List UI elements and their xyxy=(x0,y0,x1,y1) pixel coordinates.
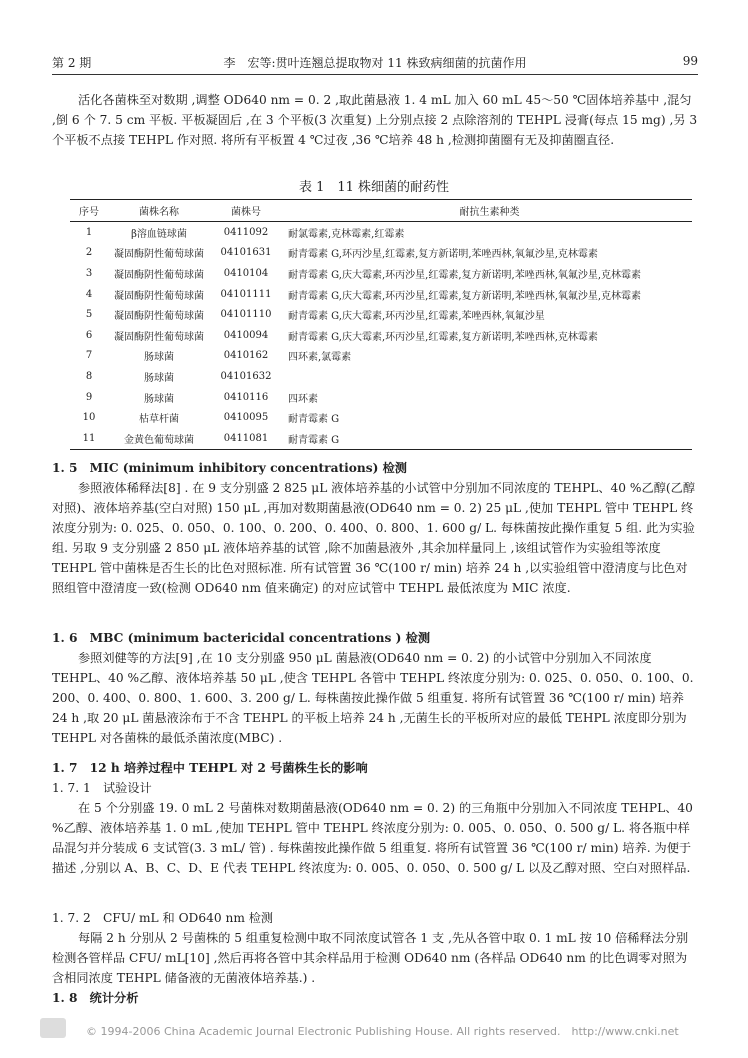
cell-strain-name: β溶血链球菌 xyxy=(131,228,187,240)
table-row xyxy=(70,428,692,449)
table-row xyxy=(70,284,692,305)
cell-index: 7 xyxy=(85,350,93,362)
section-1-5-heading: 1. 5 MIC (minimum inhibitory concentrations) 检测 xyxy=(52,461,407,475)
page-number: 99 xyxy=(682,54,698,68)
col-header-antibiotics: 耐抗生素种类 xyxy=(282,200,692,222)
cell-strain-name: 肠球菌 xyxy=(144,352,174,364)
section-1-8-heading: 1. 8 统计分析 xyxy=(52,991,139,1005)
cell-strain-name: 肠球菌 xyxy=(144,372,174,384)
cell-strain-id: 0410094 xyxy=(223,329,269,341)
cell-antibiotics: 四环素 xyxy=(288,393,318,405)
cell-index: 5 xyxy=(85,309,93,321)
cell-strain-id: 0410095 xyxy=(223,412,269,424)
paragraph-experiment-design: 在 5 个分别盛 19. 0 mL 2 号菌株对数期菌悬液(OD640 nm = 0. 2) 的三角瓶中分别加入不同浓度 TEHPL、40 %乙醇、液体培养基 1. 0 mL ,使加 TEHPL 管中 TEHPL 终浓度分别为: 0. 005、0. 050、0. 500 g/ L. 将各瓶中样品混匀并分装成 6 支试管(3. 3 mL/ 管) . 每株菌按此操作做 5 组重复. 将所有试管置 36 ℃(100 r/ min) 培养. 为便于描述 ,分别以 A、B、C、D、E 代表 TEHPL 终浓度为: 0. 005、0. 050、0. 500 g/ L 以及乙醇对照、空白对照样品. xyxy=(52,801,693,875)
cell-strain-name: 凝固酶阴性葡萄球菌 xyxy=(114,311,204,323)
cell-strain-id: 0410104 xyxy=(223,267,269,279)
cell-strain-id: 0411081 xyxy=(210,428,282,449)
running-title: 李 宏等:贯叶连翘总提取物对 11 株致病细菌的抗菌作用 xyxy=(223,56,527,70)
cell-index: 6 xyxy=(85,329,93,341)
cell-strain-id: 04101111 xyxy=(220,288,272,300)
cell-strain-name: 凝固酶阴性葡萄球菌 xyxy=(114,331,204,343)
resistance-table xyxy=(70,199,692,450)
table-row xyxy=(70,407,692,428)
cell-antibiotics: 耐青霉素 G,庆大霉素,环丙沙星,红霉素,复方新诺明,苯唑西林,氧氟沙星,克林霉素 xyxy=(288,290,642,302)
cell-antibiotics: 耐青霉素 G xyxy=(282,428,692,449)
cell-index: 3 xyxy=(85,267,93,279)
table-header-row xyxy=(70,200,692,222)
paragraph-mic: 参照液体稀释法[8] . 在 9 支分别盛 2 825 μL 液体培养基的小试管中分别加不同浓度的 TEHPL、40 %乙醇(乙醇对照)、液体培养基(空白对照) 150 μL ,再加对数期菌悬液(OD640 nm = 0. 2) 25 μL ,使加 TEHPL 管中 TEHPL 终浓度分别为: 0. 025、0. 050、0. 100、0. 200、0. 400、0. 800、1. 600 g/ L. 每株菌按此操作重复 5 组. 此为实验组. 另取 9 支分别盛 2 850 μL 液体培养基的试管 ,除不加菌悬液外 ,其余加样量同上 ,该组试管作为实验组等浓度 TEHPL 管中菌株是否生长的比色对照标准. 所有试管置 36 ℃(100 r/ min) 培养 24 h ,以实验组管中澄清度与比色对照组管中澄清度一致(检测 OD640 nm 值来确定) 的对应试管中 TEHPL 最低浓度为 MIC 浓度. xyxy=(52,481,696,595)
table-row xyxy=(70,243,692,264)
cell-antibiotics: 耐青霉素 G,庆大霉素,环丙沙星,红霉素,苯唑西林,氧氟沙星 xyxy=(288,311,545,323)
table-row xyxy=(70,263,692,284)
cell-strain-name: 凝固酶阴性葡萄球菌 xyxy=(114,290,204,302)
cell-index: 2 xyxy=(85,247,93,259)
copyright-footer xyxy=(40,1018,718,1042)
cell-antibiotics: 耐青霉素 G xyxy=(288,414,340,426)
cell-strain-name: 凝固酶阴性葡萄球菌 xyxy=(114,269,204,281)
table-row xyxy=(70,387,692,408)
running-header xyxy=(52,54,698,74)
section-1-6-heading: 1. 6 MBC (minimum bactericidal concentrations ) 检测 xyxy=(52,631,431,645)
publisher-logo-icon xyxy=(40,1018,66,1038)
issue-number: 第 2 期 xyxy=(52,56,92,70)
cell-index: 4 xyxy=(85,288,93,300)
table-row xyxy=(70,222,692,243)
cell-antibiotics: 耐青霉素 G,庆大霉素,环丙沙星,红霉素,复方新诺明,苯唑西林,克林霉素 xyxy=(288,331,598,343)
table-caption: 表 1 11 株细菌的耐药性 xyxy=(298,180,450,195)
col-header-strain-name: 菌株名称 xyxy=(108,200,210,222)
copyright-text: © 1994-2006 China Academic Journal Electronic Publishing House. All rights reserved. http://www.cnki.net xyxy=(86,1025,679,1038)
cell-strain-name: 金黄色葡萄球菌 xyxy=(108,428,210,449)
cell-antibiotics xyxy=(282,366,692,387)
cell-strain-name: 枯草杆菌 xyxy=(139,414,179,426)
table-row xyxy=(70,366,692,387)
cell-index: 8 xyxy=(85,370,93,382)
paragraph-mbc: 参照刘健等的方法[9] ,在 10 支分别盛 950 μL 菌悬液(OD640 nm = 0. 2) 的小试管中分别加入不同浓度 TEHPL、40 %乙醇、液体培养基 50 μL ,使含 TEHPL 各管中 TEHPL 终浓度分别为: 0. 025、0. 050、0. 100、0. 200、0. 400、0. 800、1. 600、3. 200 g/ L. 每株菌按此操作做 5 组重复. 将所有试管置 36 ℃(100 r/ min) 培养 24 h ,取 20 μL 菌悬液涂布于不含 TEHPL 的平板上培养 24 h ,无菌生长的平板所对应的最低 TEHPL 浓度即分别为 TEHPL 对各菌株的最低杀菌浓度(MBC) . xyxy=(52,651,694,745)
paragraph-cfu-od: 每隔 2 h 分别从 2 号菌株的 5 组重复检测中取不同浓度试管各 1 支 ,先从各管中取 0. 1 mL 按 10 倍稀释法分别检测各管样品 CFU/ mL[10] ,然后再将各管中其余样品用于检测 OD640 nm (各样品 OD640 nm 的比色调零对照为含相同浓度 TEHPL 储备液的无菌液体培养基.) . xyxy=(52,931,689,985)
cell-index: 11 xyxy=(70,428,108,449)
cell-strain-id: 0411092 xyxy=(223,226,269,238)
cell-strain-id: 0410162 xyxy=(223,350,269,362)
col-header-index: 序号 xyxy=(70,200,108,222)
cell-index: 10 xyxy=(82,412,96,424)
cell-strain-id: 04101632 xyxy=(220,370,272,382)
col-header-strain-id: 菌株号 xyxy=(210,200,282,222)
table-row xyxy=(70,325,692,346)
table-row xyxy=(70,304,692,325)
cell-index: 1 xyxy=(85,226,93,238)
cell-antibiotics: 四环素,氯霉素 xyxy=(288,352,352,364)
cell-antibiotics: 耐氯霉素,克林霉素,红霉素 xyxy=(288,228,405,240)
cell-strain-name: 凝固酶阴性葡萄球菌 xyxy=(114,249,204,261)
cell-strain-name: 肠球菌 xyxy=(144,393,174,405)
header-rule xyxy=(52,74,698,75)
paragraph-plate-method: 活化各菌株至对数期 ,调整 OD640 nm = 0. 2 ,取此菌悬液 1. 4 mL 加入 60 mL 45～50 ℃固体培养基中 ,混匀 ,倒 6 个 7. 5 cm 平板. 平板凝固后 ,在 3 个平板(3 次重复) 上分别点接 2 点除溶剂的 TEHPL 浸膏(每点 15 mg) ,另 3 个平板不点接 TEHPL 作对照. 将所有平板置 4 ℃过夜 ,36 ℃培养 48 h ,检测抑菌圈有无及抑菌圈直径. xyxy=(52,93,698,147)
table-row xyxy=(70,346,692,367)
cell-strain-id: 04101110 xyxy=(220,309,272,321)
cell-antibiotics: 耐青霉素 G,环丙沙星,红霉素,复方新诺明,苯唑西林,氧氟沙星,克林霉素 xyxy=(288,249,598,261)
cell-strain-id: 04101631 xyxy=(220,247,272,259)
section-1-7-heading: 1. 7 12 h 培养过程中 TEHPL 对 2 号菌株生长的影响 xyxy=(52,761,368,775)
cell-antibiotics: 耐青霉素 G,庆大霉素,环丙沙星,红霉素,复方新诺明,苯唑西林,氧氟沙星,克林霉素 xyxy=(288,269,642,281)
section-1-7-2-heading: 1. 7. 2 CFU/ mL 和 OD640 nm 检测 xyxy=(52,911,274,925)
section-1-7-1-heading: 1. 7. 1 试验设计 xyxy=(52,781,152,795)
cell-index: 9 xyxy=(85,391,93,403)
cell-strain-id: 0410116 xyxy=(223,391,269,403)
